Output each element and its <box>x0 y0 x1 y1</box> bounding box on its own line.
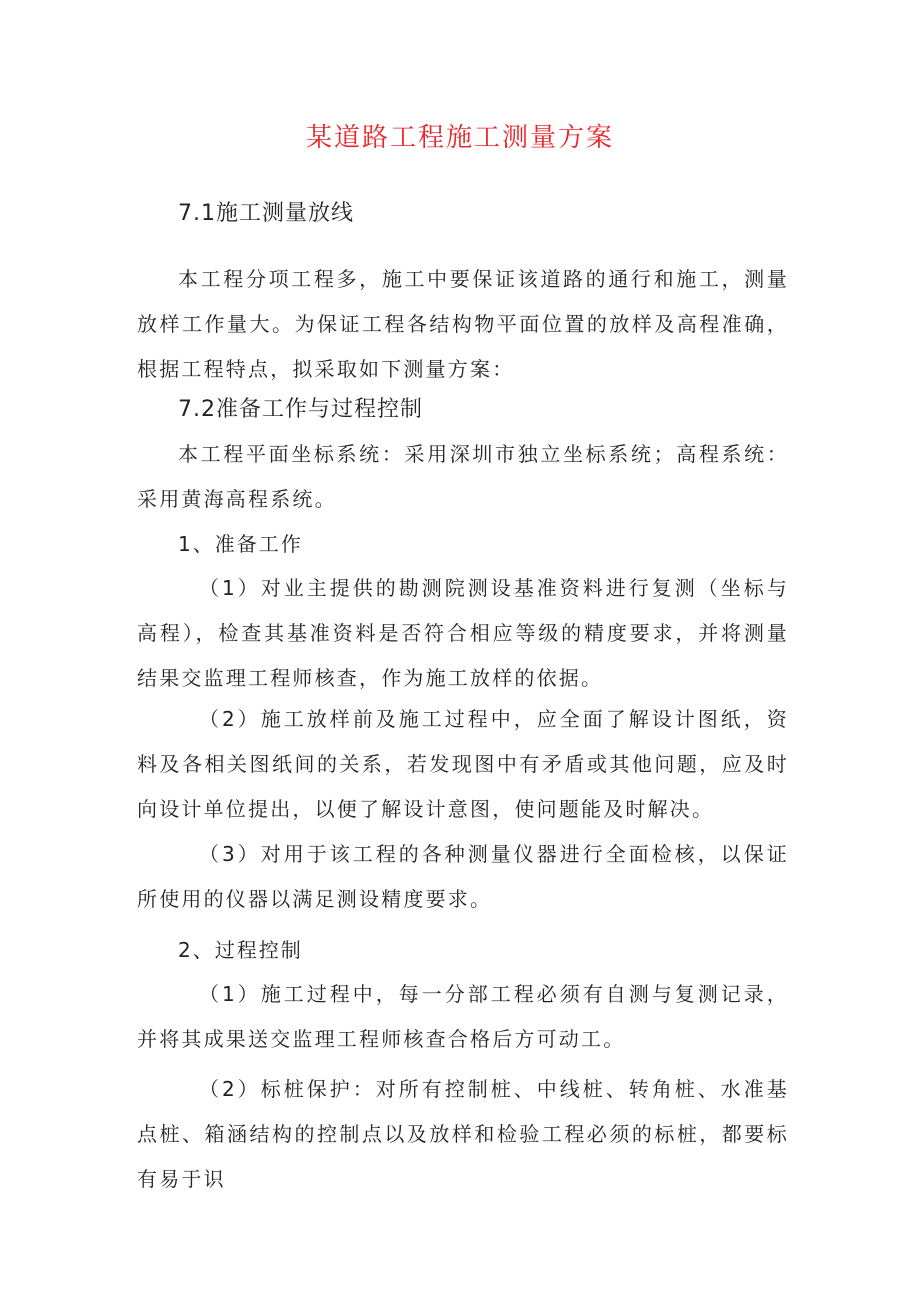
section-7-2-heading: 7.2准备工作与过程控制 <box>178 397 423 422</box>
control-item-2: （2）标桩保护：对所有控制桩、中线桩、转角桩、水准基点桩、箱涵结构的控制点以及放样和检验工程必须的标桩，都要标有易于识 <box>137 1077 789 1191</box>
prep-item-2: （2）施工放样前及施工过程中，应全面了解设计图纸，资料及各相关图纸间的关系，若发现图中有矛盾或其他问题，应及时向设计单位提出，以便了解设计意图，使问题能及时解决。 <box>137 707 789 821</box>
prep-work-heading: 1、准备工作 <box>178 532 303 556</box>
section-7-1-heading: 7.1施工测量放线 <box>178 201 354 226</box>
prep-item-3: （3）对用于该工程的各种测量仪器进行全面检核，以保证所使用的仪器以满足测设精度要求。 <box>137 842 789 911</box>
prep-item-1: （1）对业主提供的勘测院测设基准资料进行复测（坐标与高程），检查其基准资料是否符合相应等级的精度要求，并将测量结果交监理工程师核查，作为施工放样的依据。 <box>137 576 789 690</box>
coordinate-system-paragraph: 本工程平面坐标系统：采用深圳市独立坐标系统；高程系统：采用黄海高程系统。 <box>137 442 789 511</box>
process-control-heading: 2、过程控制 <box>178 938 303 962</box>
control-item-1: （1）施工过程中，每一分部工程必须有自测与复测记录，并将其成果送交监理工程师核查合格后方可动工。 <box>137 982 789 1051</box>
section-7-1-paragraph: 本工程分项工程多，施工中要保证该道路的通行和施工，测量放样工作量大。为保证工程各结构物平面位置的放样及高程准确，根据工程特点，拟采取如下测量方案： <box>137 267 789 381</box>
document-title: 某道路工程施工测量方案 <box>305 123 614 153</box>
